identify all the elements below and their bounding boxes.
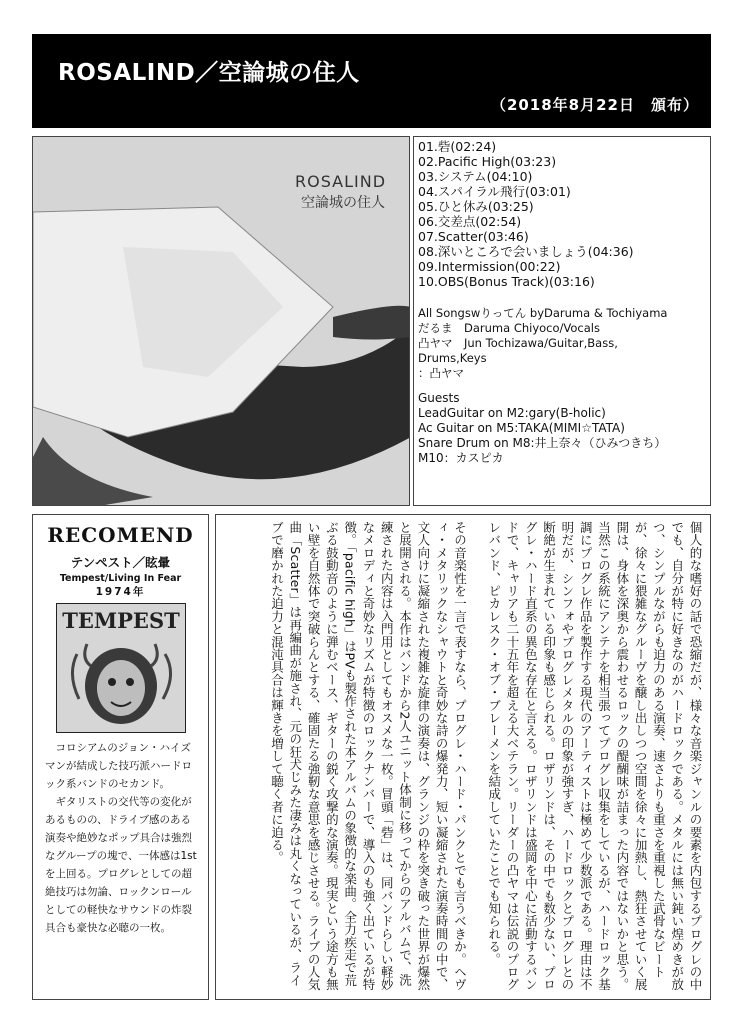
guest-line: Snare Drum on M8:井上奈々（ひみつきち） (418, 436, 667, 450)
cover-band-name: ROSALIND (295, 172, 387, 191)
credit-line: Drums,Keys (418, 351, 487, 365)
review-paragraph: 個人的な嗜好の話で恐縮だが、様々な音楽ジャンルの要素を内包するプログレの中でも、自分が特に好きなのがハードロックである。メタルには無い鈍い煌めきが放つ、シンプルながらも迫力のある演奏、速さよりも重さを重視した武骨なビートが、徐々に猥雑なグルーヴを醸し出しつつ空間を徐々に加熱し、熱狂させていく展開は、身体を深奥から震わせるロックの醍醐味が詰まった内容ではないかと思う。当然この系統にアンテナを相当張ってプログレ収集をしているが、ハードロック基調にプログレ作品を製作する現代のアーティストは極めて少数派である。理由は不明だが、シンフォやプログレメタルの印象が強すぎ、ハードロックとプログレとの断絶が生まれている印象も感じられる。ロザリンドは、その中でも数少ない、プログレ・ハード直系の異色な存在と言える。ロザリンドは盛岡を中心に活動するバンドで、キャリアも二十五年を超える大ベテラン。リーダーの凸ヤマは伝説のプログレバンド、ピカレスク・オブ・ブレーメンを結成していたことでも知られる。 (486, 521, 703, 991)
tracklist (418, 139, 706, 289)
recommend-art-image (57, 604, 185, 732)
recommend-album-art (56, 603, 186, 733)
tracklist-panel (413, 136, 711, 506)
credit-line: All Songswりってん byDaruma & Tochiyama (418, 306, 668, 320)
recommend-description (33, 733, 208, 937)
review-paragraph: その音楽性を一言で表すなら、プログレ・ハード・パンクとでも言うべきか。ヘヴィ・メタリックなシャウトと奇妙な詩の爆発力、短い凝縮された演奏時間の中で、文人向けに凝縮された複雑な旋律の演奏は、グランジの枠を突き破った世界が爆然と展開される。本作はバンドから2人ユニット体制に移ってからのアルバムで、洗練された内容は入門用としてもオスメな一枚。冒頭「砦」は、同バンドらしい軽妙なメロディと奇妙なリズムが特徴のロックナンバーで、導入のも強く出ているが特徴。「pacific high」はPVも製作された本アルバムの象徴的な楽曲。全力疾走で荒ぶる鼓動音のように弾むベース、ギターの鋭く攻撃的な演奏。現実という途方も無い壁を自然体で突破らんとする、確固たる強靭な意思を感じさせる。ライブの人気曲「Scatter」は再編曲が施され、元の狂犬じみた凄みは丸くなっているが、ライブで磨かれた迫力と混沌具合は輝きを増して聴く者に迫る。 (269, 521, 468, 991)
track-item: 09.Intermission(00:22) (418, 259, 561, 274)
guest-line: M10：カスピカ (418, 451, 504, 465)
track-item: 05.ひと休み(03:25) (418, 199, 534, 214)
cover-album-name: 空論城の住人 (301, 195, 385, 211)
recommend-album-en: Tempest/Living In Fear (59, 573, 182, 584)
credits (418, 306, 706, 381)
guest-line: LeadGuitar on M2:gary(B-holic) (418, 406, 606, 420)
recommend-paragraph: コロシアムのジョン・ハイズマンが結成した技巧派ハードロック系バンドのセカンド。 (45, 742, 192, 790)
credit-line: ：凸ヤマ (418, 366, 464, 380)
track-item: 02.Pacific High(03:23) (418, 154, 557, 169)
track-item: 06.交差点(02:54) (418, 214, 522, 229)
recommend-art-text: TEMPEST (61, 608, 180, 633)
track-item: 04.スパイラル飛行(03:01) (418, 184, 571, 199)
page-title: ROSALIND／空論城の住人 (58, 60, 360, 86)
credit-line: だるま Daruma Chiyoco/Vocals (418, 321, 600, 335)
recommend-paragraph: ギタリストの交代等の変化があるものの、ドライブ感のある演奏や絶妙なポップ具合は強烈なグループの塊で、一体感は1stを上回る。プログレとしての超絶技巧は勿論、ロックンロールとしての軽快なサウンドの炸裂具合も豪快な必聴の一枚。 (45, 796, 197, 934)
track-item: 08.深いところで会いましょう(04:36) (418, 244, 634, 259)
track-item: 10.OBS(Bonus Track)(03:16) (418, 274, 595, 289)
review-text (251, 521, 704, 995)
guests (418, 391, 706, 466)
guest-line: Ac Guitar on M5:TAKA(MIMI☆TATA) (418, 421, 625, 435)
track-item: 07.Scatter(03:46) (418, 229, 529, 244)
recommend-heading: RECOMEND (47, 523, 194, 547)
release-date: （2018年8月22日 頒布） (490, 96, 699, 114)
guests-heading: Guests (418, 391, 460, 405)
credit-line: 凸ヤマ Jun Tochizawa/Guitar,Bass, (418, 336, 618, 350)
recommend-year: 1974年 (95, 586, 146, 598)
track-item: 03.システム(04:10) (418, 169, 533, 184)
track-item: 01.砦(02:24) (418, 139, 497, 154)
review-panel (215, 514, 711, 1000)
recommend-album-jp: テンペスト／眩暈 (70, 555, 171, 570)
album-cover-art (33, 137, 410, 506)
recommend-panel (32, 514, 209, 1000)
header-bar (32, 34, 711, 128)
album-cover (32, 136, 410, 506)
